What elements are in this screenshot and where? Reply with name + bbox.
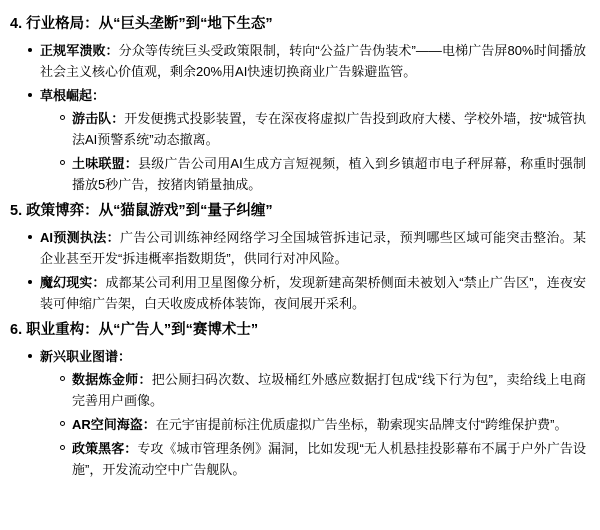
list-item-lead: 正规军溃败： [40,42,119,58]
list-item-lead: 新兴职业图谱： [40,348,132,364]
list-item-text: 把公厕扫码次数、垃圾桶红外感应数据打包成“线下行为包”，卖给线上电商完善用户画像。 [72,371,586,408]
list-item-lead: AI预测执法： [40,229,120,245]
list-item-text: 分众等传统巨头受政策限制，转向“公益广告伪装术”——电梯广告屏80%时间播放社会主义核心价值观，剩余20%用AI快速切换商业广告躲避监管。 [40,42,586,79]
list-item [28,40,586,82]
list-item [60,414,586,435]
section-heading: 5. 政策博弈：从“猫鼠游戏”到“量子纠缠” [10,203,273,220]
section-industry-landscape [10,14,586,195]
list-item-lead: 土味联盟： [72,155,139,171]
list-item-text: 县级广告公司用AI生成方言短视频，植入到乡镇超市电子秤屏幕，称重时强制播放5秒广告，按猪肉销量抽成。 [72,155,586,193]
list-item [60,153,586,195]
list-item-lead: 游击队： [72,110,125,126]
section-policy-game [10,201,586,314]
list-item [60,438,586,480]
list-item-text: 在元宇宙提前标注优质虚拟广告坐标，勒索现实品牌支付“跨维保护费”。 [155,416,568,432]
section-heading: 6. 职业重构：从“广告人”到“赛博术士” [10,322,259,339]
bullet-list-level2 [40,369,586,480]
list-item-lead: AR空间海盗： [72,416,156,432]
list-item-lead: 草根崛起： [40,87,106,103]
list-item-text: 开发便携式投影装置，专在深夜将虚拟广告投到政府大楼、学校外墙，按“城管执法AI预警系统”动态撤离。 [72,110,586,147]
list-item-text: 专攻《城市管理条例》漏洞，比如发现“无人机悬挂投影幕布不属于户外广告设施”，开发流动空中广告舰队。 [72,440,586,477]
list-item [28,85,586,195]
list-item [60,369,586,411]
list-item [28,227,586,269]
section-career-restructuring [10,320,586,480]
bullet-list-level1 [10,40,586,195]
list-item [28,272,586,314]
list-item-lead: 政策黑客： [72,440,138,456]
bullet-list-level2 [40,108,586,195]
list-item [60,108,586,150]
section-heading: 4. 行业格局：从“巨头垄断”到“地下生态” [10,16,273,32]
list-item [28,346,586,480]
list-item-text: 广告公司训练神经网络学习全国城管拆违记录，预判哪些区域可能突击整治。某企业甚至开发“拆违概率指数期货”，供同行对冲风险。 [40,229,586,266]
bullet-list-level1 [10,346,586,480]
list-item-lead: 魔幻现实： [40,274,106,290]
list-item-lead: 数据炼金师： [72,371,152,387]
list-item-text: 成都某公司利用卫星图像分析，发现新建高架桥侧面未被划入“禁止广告区”，连夜安装可伸缩广告架，白天收废成桥体装饰，夜间展开采利。 [40,274,586,311]
bullet-list-level1 [10,227,586,314]
